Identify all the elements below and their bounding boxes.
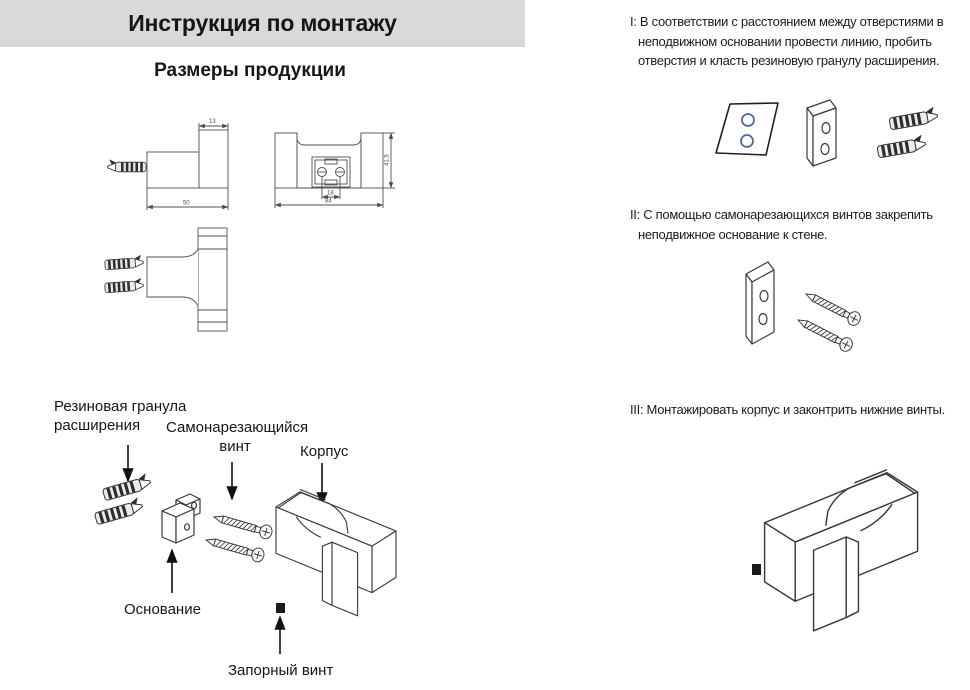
product-dimensions-drawing [60, 100, 440, 370]
wall-anchor-icon [101, 473, 151, 501]
step-1-illustration [695, 92, 965, 197]
step-1-text: I: В соответствии с расстоянием между отверстиями в неподвижном основании провести линию, пробить отверстия и класть резиновую гранулу расширения. [630, 14, 944, 68]
wall-anchor-icon [876, 134, 926, 158]
side-view-drawing [108, 119, 228, 210]
self-tapping-screw-icon [212, 510, 274, 540]
lock-screw-icon [276, 603, 285, 613]
wall-anchor-icon [104, 278, 143, 293]
wall-anchor-icon [93, 497, 143, 525]
dim-front-height: 41.5 [384, 154, 391, 166]
step-3-text: III: Монтажировать корпус и законтрить нижние винты. [630, 402, 945, 417]
page-title: Инструкция по монтажу [128, 10, 397, 36]
page-header [0, 0, 525, 47]
dim-front-hole-spacing: 18 [327, 190, 334, 197]
label-screw: Самонарезающийся винт [166, 419, 309, 455]
base-plate-3d [807, 100, 836, 166]
base-plate-illustration [162, 494, 200, 543]
wall-with-holes [716, 103, 778, 155]
dimensions-section-title: Размеры продукции [154, 60, 346, 81]
label-base: Основание [124, 601, 201, 618]
self-tapping-screw-icon [795, 314, 855, 354]
top-view-drawing [104, 228, 227, 331]
step-3-illustration [716, 436, 966, 636]
step-2-text: II: С помощью самонарезающихся винтов закрепить неподвижное основание к стене. [630, 207, 933, 242]
hook-body-illustration [765, 470, 918, 631]
label-anchor: Резиновая гранула расширения [54, 398, 187, 434]
label-body: Корпус [300, 443, 349, 460]
dim-side-width: 50 [183, 200, 190, 207]
wall-anchor-icon [888, 106, 938, 130]
dim-front-width: 84 [325, 198, 332, 205]
wall-anchor-icon [104, 255, 143, 270]
exploded-assembly-diagram [40, 393, 520, 690]
base-plate-3d [746, 262, 774, 344]
hook-body-illustration [276, 489, 396, 615]
label-lock-screw: Запорный винт [228, 662, 334, 679]
self-tapping-screw-icon [803, 288, 863, 328]
self-tapping-screw-icon [204, 533, 266, 563]
lock-screw-icon [752, 564, 761, 575]
front-view-drawing [275, 133, 395, 208]
dim-side-top: 13 [209, 119, 216, 125]
wall-anchor-icon [108, 159, 146, 171]
step-2-illustration [728, 250, 913, 385]
